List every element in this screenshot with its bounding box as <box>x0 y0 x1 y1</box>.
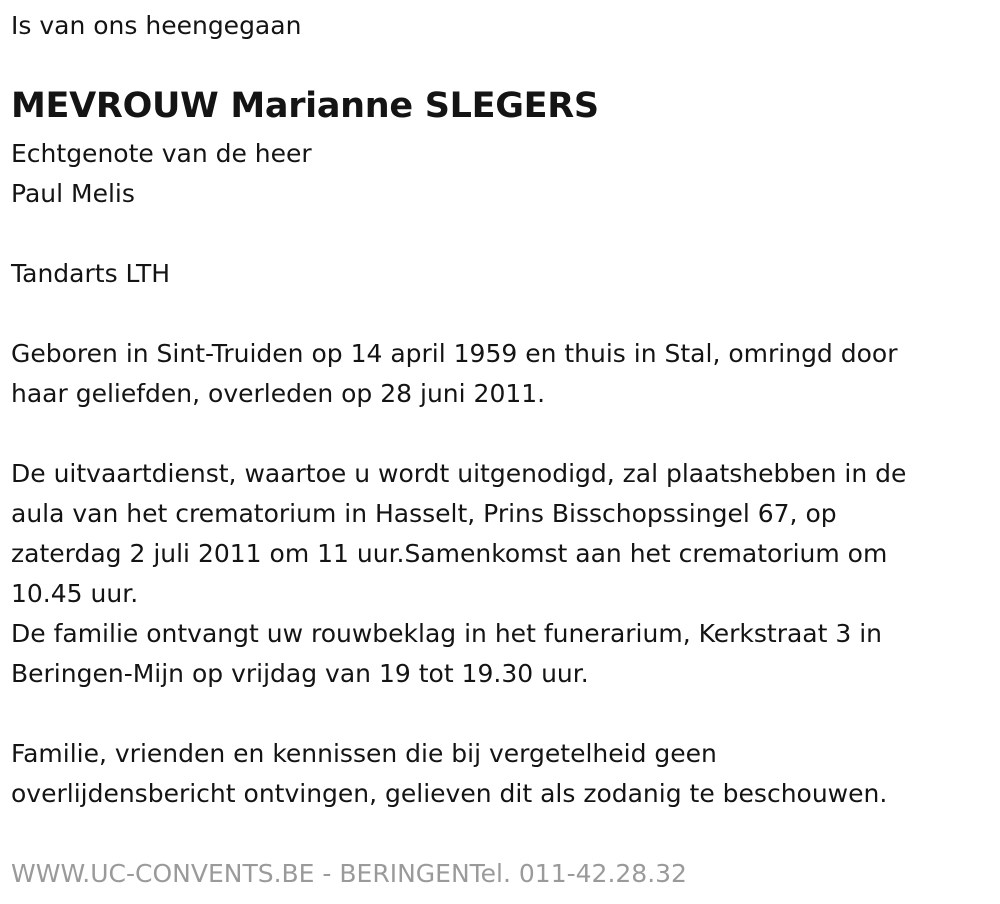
profession-text: Tandarts LTH <box>11 259 171 288</box>
paragraph-line: aula van het crematorium in Hasselt, Prins Bisschopssingel 67, op <box>11 499 837 528</box>
spouse-block <box>11 134 312 214</box>
paragraph-line: haar geliefden, overleden op 28 juni 2011. <box>11 379 546 408</box>
funeral-service-paragraph <box>11 454 906 694</box>
paragraph-line: De familie ontvangt uw rouwbeklag in het funerarium, Kerkstraat 3 in <box>11 619 883 648</box>
paragraph-line: Familie, vrienden en kennissen die bij vergetelheid geen <box>11 739 717 768</box>
paragraph-line: Beringen-Mijn op vrijdag van 19 tot 19.30 uur. <box>11 659 589 688</box>
spouse-line: Echtgenote van de heer <box>11 139 312 168</box>
profession-block <box>11 254 170 294</box>
spouse-name: Paul Melis <box>11 179 135 208</box>
paragraph-line: De uitvaartdienst, waartoe u wordt uitgenodigd, zal plaatshebben in de <box>11 459 907 488</box>
footer-contact: WWW.UC-CONVENTS.BE - BERINGENTel. 011-42.28.32 <box>11 859 687 888</box>
intro-text: Is van ons heengegaan <box>11 11 302 40</box>
birth-death-paragraph <box>11 334 898 414</box>
closing-paragraph <box>11 734 887 814</box>
paragraph-line: 10.45 uur. <box>11 579 139 608</box>
deceased-name: MEVROUW Marianne SLEGERS <box>11 86 599 126</box>
paragraph-line: zaterdag 2 juli 2011 om 11 uur.Samenkomst aan het crematorium om <box>11 539 888 568</box>
paragraph-line: overlijdensbericht ontvingen, gelieven dit als zodanig te beschouwen. <box>11 779 888 808</box>
paragraph-line: Geboren in Sint-Truiden op 14 april 1959 en thuis in Stal, omringd door <box>11 339 898 368</box>
